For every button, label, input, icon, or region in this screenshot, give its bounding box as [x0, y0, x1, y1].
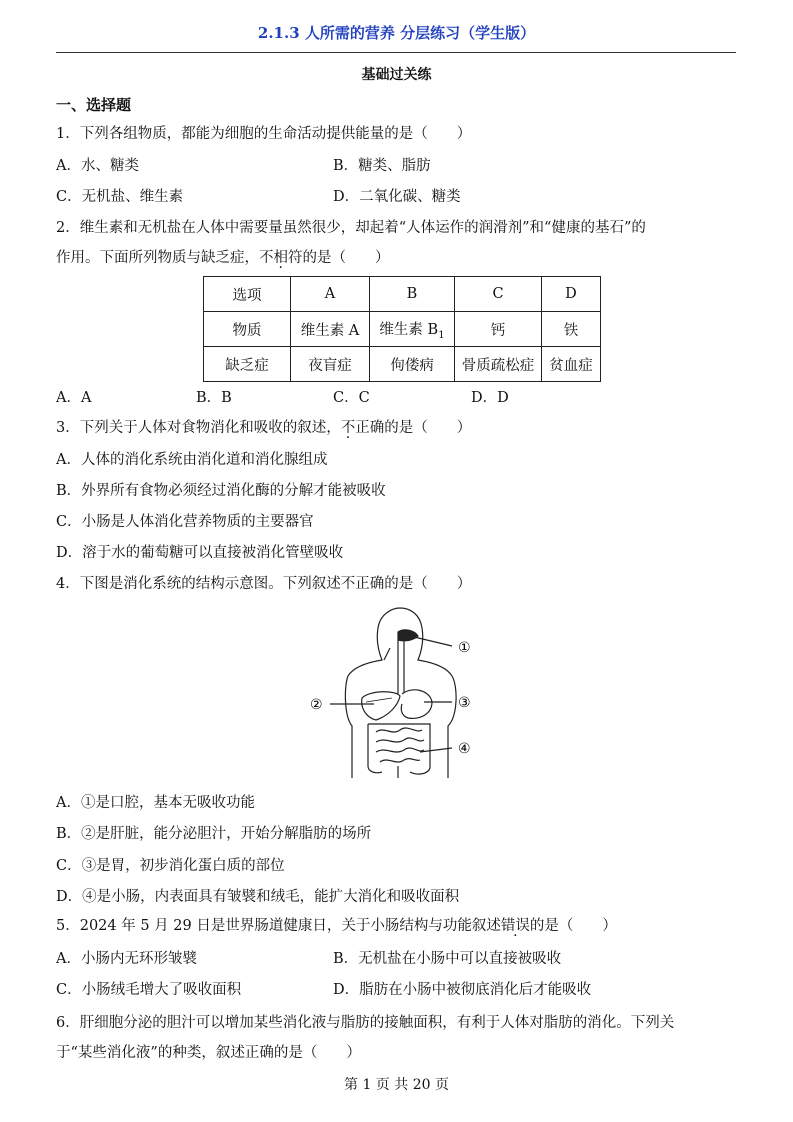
q3-option-a: A．人体的消化系统由消化道和消化腺组成 [56, 452, 328, 468]
stomach [401, 690, 432, 719]
q5-option-a: A．小肠内无环形皱襞 [56, 951, 197, 967]
table-cell: C [455, 277, 542, 312]
q1-option-d: D．二氧化碳、糖类 [333, 189, 461, 205]
q2-option-b: B．B [196, 390, 232, 406]
table-row [204, 277, 601, 312]
q2-stem-line1: 2．维生素和无机盐在人体中需要量虽然很少，却起着“人体运作的润滑剂”和“健康的基石”的 [56, 220, 646, 236]
table-row [204, 312, 601, 347]
table-cell: 夜盲症 [291, 347, 370, 382]
neck-line [384, 648, 390, 660]
diagram-label-4: ④ [458, 741, 471, 757]
leader-line-1 [410, 636, 452, 646]
liver [362, 692, 400, 720]
table-cell: B [370, 277, 455, 312]
q3-option-d: D．溶于水的葡萄糖可以直接被消化管壁吸收 [56, 545, 344, 561]
table-cell: 贫血症 [542, 347, 601, 382]
q5-stem-pre: 5．2024 年 5 月 29 日是世界肠道健康日，关于小肠结构与功能叙述 [56, 918, 501, 934]
table-cell: 缺乏症 [204, 347, 291, 382]
digestive-system-diagram [300, 606, 490, 784]
subscript: 1 [438, 329, 445, 341]
q2-stem-post: 的是（ ） [302, 250, 390, 266]
q6-stem-line2: 于“某些消化液”的种类，叙述正确的是（ ） [56, 1045, 361, 1061]
q2-option-d: D．D [471, 390, 509, 406]
leader-line-4 [420, 748, 452, 752]
q1-option-a: A．水、糖类 [56, 158, 139, 174]
diagram-label-3: ③ [458, 695, 471, 711]
q3-option-b: B．外界所有食物必须经过消化酶的分解才能被吸收 [56, 483, 386, 499]
small-intestine [376, 728, 424, 762]
q2-option-a: A．A [56, 390, 92, 406]
q5-option-d: D．脂肪在小肠中被彻底消化后才能吸收 [333, 982, 592, 998]
table-cell: 佝偻病 [370, 347, 455, 382]
q5-option-b: B．无机盐在小肠中可以直接被吸收 [333, 951, 562, 967]
q2-table [203, 276, 601, 382]
cell-text: 维生素 B [379, 321, 439, 338]
q3-stem-pre: 3．下列关于人体对食物消化和吸收的叙述， [56, 420, 341, 436]
q4-option-d: D．④是小肠，内表面具有皱襞和绒毛，能扩大消化和吸收面积 [56, 889, 460, 905]
q4-option-b: B．②是肝脏，能分泌胆汁，开始分解脂肪的场所 [56, 826, 372, 842]
q3-stem-post: 正确的是（ ） [355, 420, 472, 436]
table-cell: A [291, 277, 370, 312]
page-footer: 第 1 页 共 20 页 [344, 1077, 449, 1093]
q3-stem [56, 418, 471, 438]
table-cell: D [542, 277, 601, 312]
q1-option-b: B．糖类、脂肪 [333, 158, 431, 174]
table-cell: 骨质疏松症 [455, 347, 542, 382]
table-cell: 钙 [455, 312, 542, 347]
q4-stem: 4．下图是消化系统的结构示意图。下列叙述不正确的是（ ） [56, 576, 472, 592]
q1-option-c: C．无机盐、维生素 [56, 189, 184, 205]
diagram-label-1: ① [458, 640, 471, 656]
esophagus [398, 640, 404, 694]
q1-stem: 1．下列各组物质，都能为细胞的生命活动提供能量的是（ ） [56, 126, 472, 142]
table-row [204, 347, 601, 382]
q4-option-a: A．①是口腔，基本无吸收功能 [56, 795, 255, 811]
q3-emphasis: 不 [340, 420, 356, 436]
page-title: 2.1.3 人所需的营养 分层练习（学生版） [257, 24, 536, 42]
section-subtitle: 基础过关练 [361, 67, 432, 83]
q2-stem-pre: 作用。下面所列物质与缺乏症， [56, 250, 259, 266]
table-cell: 物质 [204, 312, 291, 347]
mouth [398, 630, 418, 641]
table-cell: 选项 [204, 277, 291, 312]
q4-option-c: C．③是胃，初步消化蛋白质的部位 [56, 858, 285, 874]
table-cell: 维生素 A [291, 312, 370, 347]
q5-option-c: C．小肠绒毛增大了吸收面积 [56, 982, 242, 998]
table-cell [370, 312, 455, 347]
q5-stem-post: 的是（ ） [529, 918, 617, 934]
q6-stem-line1: 6．肝细胞分泌的胆汁可以增加某些消化液与脂肪的接触面积，有利于人体对脂肪的消化。下列关 [56, 1015, 675, 1031]
title-divider [56, 52, 736, 53]
q5-emphasis: 错误 [500, 918, 530, 934]
q2-emphasis: 不相符 [259, 250, 303, 266]
section-heading: 一、选择题 [56, 96, 132, 114]
q2-option-c: C．C [333, 390, 370, 406]
q3-option-c: C．小肠是人体消化营养物质的主要器官 [56, 514, 314, 530]
q5-stem [56, 916, 617, 936]
diagram-label-2: ② [310, 697, 323, 713]
q2-stem-line2 [56, 248, 390, 268]
table-cell: 铁 [542, 312, 601, 347]
